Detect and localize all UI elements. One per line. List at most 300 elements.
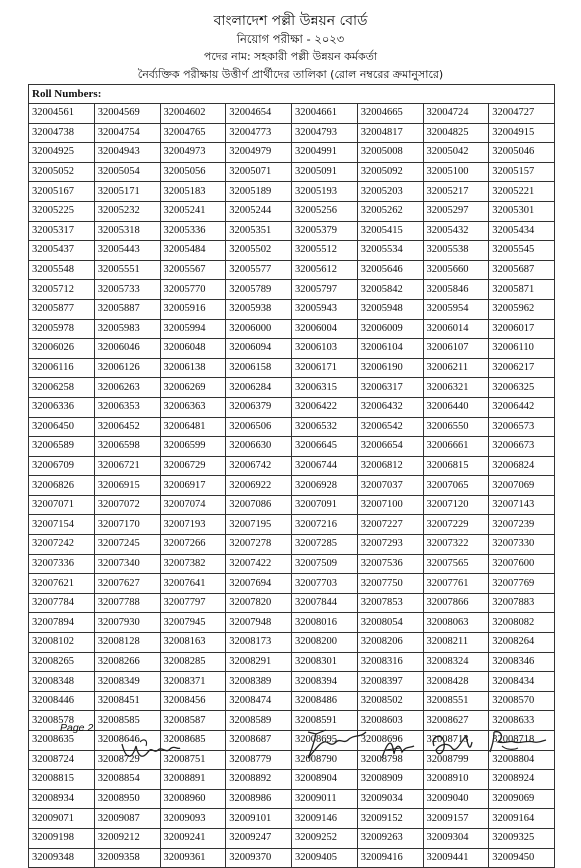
roll-number-cell: 32009093: [160, 809, 226, 829]
roll-number-cell: 32004724: [423, 104, 489, 124]
roll-number-cell: 32006353: [94, 397, 160, 417]
document-header: [0, 12, 581, 84]
roll-number-cell: 32005301: [489, 201, 555, 221]
roll-number-cell: 32005916: [160, 299, 226, 319]
roll-number-cell: 32008570: [489, 691, 555, 711]
roll-number-cell: 32006094: [226, 339, 292, 359]
roll-number-cell: 32005432: [423, 221, 489, 241]
roll-number-cell: 32006269: [160, 378, 226, 398]
roll-number-cell: 32007340: [94, 554, 160, 574]
roll-number-cell: 32005548: [29, 260, 95, 280]
roll-number-cell: 32005978: [29, 319, 95, 339]
roll-number-cell: 32005008: [357, 143, 423, 163]
roll-number-cell: 32007242: [29, 535, 95, 555]
roll-number-cell: 32007509: [292, 554, 358, 574]
roll-number-cell: 32005994: [160, 319, 226, 339]
roll-number-cell: 32005415: [357, 221, 423, 241]
roll-number-cell: 32004943: [94, 143, 160, 163]
roll-number-cell: 32007100: [357, 495, 423, 515]
roll-number-cell: 32008960: [160, 789, 226, 809]
roll-number-cell: 32007641: [160, 574, 226, 594]
roll-number-cell: 32007072: [94, 495, 160, 515]
roll-number-cell: 32009252: [292, 828, 358, 848]
roll-number-cell: 32009304: [423, 828, 489, 848]
table-row: [29, 397, 555, 417]
roll-number-cell: 32009450: [489, 848, 555, 868]
table-row: [29, 456, 555, 476]
roll-number-cell: 32005056: [160, 162, 226, 182]
roll-number-cell: 32009416: [357, 848, 423, 868]
roll-number-cell: 32007761: [423, 574, 489, 594]
roll-number-cell: 32008200: [292, 633, 358, 653]
roll-number-cell: 32008713: [423, 731, 489, 751]
roll-number-cell: 32005091: [292, 162, 358, 182]
roll-number-cell: 32004991: [292, 143, 358, 163]
roll-number-cell: 32005712: [29, 280, 95, 300]
roll-number-cell: 32005877: [29, 299, 95, 319]
roll-number-cell: 32008646: [94, 731, 160, 751]
roll-number-cell: 32005612: [292, 260, 358, 280]
roll-numbers-heading: Roll Numbers:: [29, 85, 555, 104]
roll-number-cell: 32004817: [357, 123, 423, 143]
roll-number-cell: 32005534: [357, 241, 423, 261]
roll-number-cell: 32006432: [357, 397, 423, 417]
roll-number-cell: 32005221: [489, 182, 555, 202]
table-row: [29, 515, 555, 535]
roll-number-cell: 32008685: [160, 731, 226, 751]
roll-number-cell: 32006104: [357, 339, 423, 359]
roll-number-cell: 32006363: [160, 397, 226, 417]
roll-number-cell: 32005042: [423, 143, 489, 163]
roll-number-cell: 32008591: [292, 711, 358, 731]
roll-number-cell: 32007285: [292, 535, 358, 555]
roll-number-cell: 32007120: [423, 495, 489, 515]
roll-number-cell: 32006110: [489, 339, 555, 359]
roll-number-cell: 32004727: [489, 104, 555, 124]
table-row: [29, 809, 555, 829]
roll-number-cell: 32007930: [94, 613, 160, 633]
roll-number-cell: 32008633: [489, 711, 555, 731]
roll-number-cell: 32009011: [292, 789, 358, 809]
roll-number-cell: 32007245: [94, 535, 160, 555]
table-row: [29, 201, 555, 221]
roll-number-cell: 32006506: [226, 417, 292, 437]
roll-number-cell: 32007769: [489, 574, 555, 594]
roll-number-cell: 32006211: [423, 358, 489, 378]
roll-number-cell: 32006158: [226, 358, 292, 378]
table-row: [29, 299, 555, 319]
roll-number-cell: 32008799: [423, 750, 489, 770]
roll-number-cell: 32006263: [94, 378, 160, 398]
roll-number-cell: 32005232: [94, 201, 160, 221]
roll-number-cell: 32006630: [226, 437, 292, 457]
roll-number-cell: 32007703: [292, 574, 358, 594]
roll-number-cell: 32009164: [489, 809, 555, 829]
table-row: [29, 495, 555, 515]
roll-number-cell: 32005948: [357, 299, 423, 319]
roll-number-cell: 32007086: [226, 495, 292, 515]
roll-number-cell: 32007065: [423, 476, 489, 496]
roll-number-cell: 32005577: [226, 260, 292, 280]
roll-number-cell: 32005244: [226, 201, 292, 221]
roll-number-cell: 32006744: [292, 456, 358, 476]
roll-number-cell: 32004825: [423, 123, 489, 143]
roll-number-cell: 32008950: [94, 789, 160, 809]
roll-number-cell: 32006026: [29, 339, 95, 359]
roll-number-cell: 32008695: [292, 731, 358, 751]
roll-number-cell: 32008892: [226, 770, 292, 790]
roll-number-cell: 32005789: [226, 280, 292, 300]
roll-number-cell: 32006450: [29, 417, 95, 437]
roll-number-cell: 32006721: [94, 456, 160, 476]
roll-number-cell: 32008910: [423, 770, 489, 790]
roll-number-cell: 32005183: [160, 182, 226, 202]
roll-number-cell: 32006442: [489, 397, 555, 417]
roll-number-cell: 32008206: [357, 633, 423, 653]
table-row: [29, 104, 555, 124]
roll-number-cell: 32006116: [29, 358, 95, 378]
roll-number-cell: 32004561: [29, 104, 95, 124]
roll-number-cell: 32007694: [226, 574, 292, 594]
roll-number-cell: 32008211: [423, 633, 489, 653]
roll-number-cell: 32005687: [489, 260, 555, 280]
roll-number-cell: 32004765: [160, 123, 226, 143]
roll-number-cell: 32007336: [29, 554, 95, 574]
roll-number-cell: 32007844: [292, 593, 358, 613]
table-row: [29, 417, 555, 437]
table-row: [29, 339, 555, 359]
roll-number-cell: 32009405: [292, 848, 358, 868]
roll-number-cell: 32008986: [226, 789, 292, 809]
table-row: [29, 378, 555, 398]
roll-number-cell: 32008082: [489, 613, 555, 633]
roll-number-cell: 32007322: [423, 535, 489, 555]
roll-number-cell: 32008291: [226, 652, 292, 672]
roll-number-cell: 32008587: [160, 711, 226, 731]
roll-number-cell: 32009263: [357, 828, 423, 848]
page-number: Page 2: [60, 722, 94, 734]
table-row: [29, 789, 555, 809]
roll-number-cell: 32007091: [292, 495, 358, 515]
roll-number-cell: 32006709: [29, 456, 95, 476]
roll-number-cell: 32007069: [489, 476, 555, 496]
roll-number-cell: 32005157: [489, 162, 555, 182]
roll-number-cell: 32006190: [357, 358, 423, 378]
table-row: [29, 691, 555, 711]
roll-number-cell: 32007853: [357, 593, 423, 613]
roll-number-cell: 32005538: [423, 241, 489, 261]
roll-number-cell: 32006729: [160, 456, 226, 476]
roll-number-cell: 32005770: [160, 280, 226, 300]
roll-number-cell: 32006532: [292, 417, 358, 437]
roll-number-cell: 32005943: [292, 299, 358, 319]
roll-number-cell: 32009034: [357, 789, 423, 809]
table-row: [29, 652, 555, 672]
roll-number-cell: 32006654: [357, 437, 423, 457]
signature-3: [378, 734, 418, 762]
roll-number-cell: 32005512: [292, 241, 358, 261]
roll-number-cell: 32008128: [94, 633, 160, 653]
roll-number-cell: 32007866: [423, 593, 489, 613]
roll-number-cell: 32005054: [94, 162, 160, 182]
roll-number-cell: 32006645: [292, 437, 358, 457]
roll-number-cell: 32005502: [226, 241, 292, 261]
table-row: [29, 593, 555, 613]
roll-number-cell: 32008451: [94, 691, 160, 711]
roll-number-cell: 32004665: [357, 104, 423, 124]
roll-number-cell: 32009247: [226, 828, 292, 848]
roll-number-cell: 32008729: [94, 750, 160, 770]
roll-number-cell: 32005046: [489, 143, 555, 163]
roll-number-cell: 32005262: [357, 201, 423, 221]
roll-number-cell: 32008346: [489, 652, 555, 672]
roll-number-cell: 32004925: [29, 143, 95, 163]
roll-number-cell: 32007154: [29, 515, 95, 535]
roll-number-cell: 32005954: [423, 299, 489, 319]
table-row: [29, 437, 555, 457]
roll-number-cell: 32006452: [94, 417, 160, 437]
roll-number-cell: 32005351: [226, 221, 292, 241]
roll-number-cell: 32005887: [94, 299, 160, 319]
roll-number-cell: 32004661: [292, 104, 358, 124]
roll-number-cell: 32008264: [489, 633, 555, 653]
roll-number-cell: 32004738: [29, 123, 95, 143]
roll-number-cell: 32008371: [160, 672, 226, 692]
roll-number-cell: 32009441: [423, 848, 489, 868]
roll-number-cell: 32007536: [357, 554, 423, 574]
roll-number-cell: 32007784: [29, 593, 95, 613]
roll-number-cell: 32005189: [226, 182, 292, 202]
roll-number-cell: 32008016: [292, 613, 358, 633]
roll-number-cell: 32006673: [489, 437, 555, 457]
roll-number-cell: 32008603: [357, 711, 423, 731]
roll-number-cell: 32006138: [160, 358, 226, 378]
table-row: [29, 319, 555, 339]
list-subtitle: নৈর্ব্যক্তিক পরীক্ষায় উত্তীর্ণ প্রার্থীদের তালিকা (রোল নম্বরের ক্রমানুসারে): [137, 68, 444, 81]
roll-number-cell: 32008635: [29, 731, 95, 751]
roll-number-cell: 32006048: [160, 339, 226, 359]
table-row: [29, 143, 555, 163]
roll-number-cell: 32008349: [94, 672, 160, 692]
roll-number-cell: 32008854: [94, 770, 160, 790]
roll-number-cell: 32005092: [357, 162, 423, 182]
roll-number-cell: 32008924: [489, 770, 555, 790]
roll-number-cell: 32005434: [489, 221, 555, 241]
roll-number-cell: 32005567: [160, 260, 226, 280]
roll-number-cell: 32005733: [94, 280, 160, 300]
roll-number-cell: 32006317: [357, 378, 423, 398]
roll-number-cell: 32008389: [226, 672, 292, 692]
table-row: [29, 123, 555, 143]
roll-number-cell: 32009370: [226, 848, 292, 868]
roll-number-cell: 32006826: [29, 476, 95, 496]
roll-number-cell: 32008909: [357, 770, 423, 790]
roll-number-cell: 32009361: [160, 848, 226, 868]
roll-number-cell: 32007627: [94, 574, 160, 594]
roll-number-cell: 32007750: [357, 574, 423, 594]
roll-number-cell: 32006000: [226, 319, 292, 339]
roll-number-cell: 32008163: [160, 633, 226, 653]
roll-number-cell: 32008474: [226, 691, 292, 711]
roll-number-cell: 32006542: [357, 417, 423, 437]
roll-number-cell: 32006824: [489, 456, 555, 476]
roll-number-cell: 32008718: [489, 731, 555, 751]
roll-number-cell: 32008397: [357, 672, 423, 692]
table-row: [29, 848, 555, 868]
roll-number-cell: 32008266: [94, 652, 160, 672]
table-row: [29, 828, 555, 848]
roll-number-cell: 32005336: [160, 221, 226, 241]
roll-number-cell: 32009212: [94, 828, 160, 848]
roll-number-cell: 32008301: [292, 652, 358, 672]
roll-number-cell: 32006004: [292, 319, 358, 339]
table-row: [29, 574, 555, 594]
roll-number-cell: 32005846: [423, 280, 489, 300]
roll-number-cell: 32004569: [94, 104, 160, 124]
roll-number-cell: 32006481: [160, 417, 226, 437]
roll-number-cell: 32006014: [423, 319, 489, 339]
table-row: [29, 770, 555, 790]
roll-number-cell: 32007037: [357, 476, 423, 496]
roll-number-cell: 32007227: [357, 515, 423, 535]
table-row: [29, 182, 555, 202]
roll-number-cell: 32005938: [226, 299, 292, 319]
roll-number-cell: 32009040: [423, 789, 489, 809]
table-row: [29, 280, 555, 300]
roll-number-cell: 32009325: [489, 828, 555, 848]
roll-number-cell: 32008486: [292, 691, 358, 711]
roll-number-cell: 32005256: [292, 201, 358, 221]
roll-number-cell: 32007143: [489, 495, 555, 515]
roll-number-cell: 32005962: [489, 299, 555, 319]
roll-number-cell: 32008173: [226, 633, 292, 653]
roll-number-cell: 32007195: [226, 515, 292, 535]
roll-number-cell: 32004979: [226, 143, 292, 163]
roll-number-cell: 32007788: [94, 593, 160, 613]
roll-number-cell: 32008585: [94, 711, 160, 731]
roll-number-cell: 32007565: [423, 554, 489, 574]
roll-number-cell: 32005100: [423, 162, 489, 182]
table-row: [29, 613, 555, 633]
roll-number-cell: 32006917: [160, 476, 226, 496]
roll-number-cell: 32005193: [292, 182, 358, 202]
roll-number-cell: 32007820: [226, 593, 292, 613]
roll-number-cell: 32008456: [160, 691, 226, 711]
roll-number-cell: 32007422: [226, 554, 292, 574]
table-row: [29, 260, 555, 280]
roll-number-cell: 32007945: [160, 613, 226, 633]
roll-number-cell: 32009101: [226, 809, 292, 829]
roll-number-cell: 32006336: [29, 397, 95, 417]
roll-number-cell: 32006928: [292, 476, 358, 496]
roll-number-cell: 32005071: [226, 162, 292, 182]
roll-number-cell: 32006379: [226, 397, 292, 417]
roll-number-cell: 32006440: [423, 397, 489, 417]
roll-number-cell: 32006258: [29, 378, 95, 398]
roll-number-cell: 32008502: [357, 691, 423, 711]
roll-number-cell: 32007216: [292, 515, 358, 535]
roll-number-cell: 32009157: [423, 809, 489, 829]
roll-number-cell: 32005437: [29, 241, 95, 261]
organization-name: বাংলাদেশ পল্লী উন্নয়ন বোর্ড: [213, 13, 368, 29]
roll-number-cell: 32008265: [29, 652, 95, 672]
roll-number-cell: 32005443: [94, 241, 160, 261]
roll-number-cell: 32007071: [29, 495, 95, 515]
roll-number-cell: 32008102: [29, 633, 95, 653]
roll-number-cell: 32006922: [226, 476, 292, 496]
roll-number-cell: 32008348: [29, 672, 95, 692]
roll-number-cell: 32004654: [226, 104, 292, 124]
table-row: [29, 221, 555, 241]
table-row: [29, 241, 555, 261]
roll-number-cell: 32005545: [489, 241, 555, 261]
roll-number-cell: 32008285: [160, 652, 226, 672]
roll-number-cell: 32008063: [423, 613, 489, 633]
signature-5: [484, 726, 548, 756]
roll-number-cell: 32008627: [423, 711, 489, 731]
roll-number-cell: 32005842: [357, 280, 423, 300]
roll-number-cell: 32004793: [292, 123, 358, 143]
roll-number-cell: 32008551: [423, 691, 489, 711]
roll-number-cell: 32009146: [292, 809, 358, 829]
roll-number-cell: 32006589: [29, 437, 95, 457]
table-row: [29, 633, 555, 653]
roll-number-cell: 32008589: [226, 711, 292, 731]
roll-number-cell: 32005317: [29, 221, 95, 241]
table-row: [29, 535, 555, 555]
roll-number-cell: 32005241: [160, 201, 226, 221]
table-row: [29, 476, 555, 496]
roll-number-cell: 32005484: [160, 241, 226, 261]
roll-number-cell: 32005983: [94, 319, 160, 339]
roll-number-cell: 32007797: [160, 593, 226, 613]
roll-number-cell: 32005797: [292, 280, 358, 300]
roll-number-cell: 32006325: [489, 378, 555, 398]
roll-number-cell: 32006321: [423, 378, 489, 398]
roll-number-cell: 32005171: [94, 182, 160, 202]
roll-number-cell: 32005660: [423, 260, 489, 280]
roll-number-cell: 32007278: [226, 535, 292, 555]
roll-number-cell: 32009358: [94, 848, 160, 868]
roll-number-cell: 32006915: [94, 476, 160, 496]
roll-number-cell: 32005203: [357, 182, 423, 202]
roll-number-cell: 32007239: [489, 515, 555, 535]
roll-number-cell: 32008790: [292, 750, 358, 770]
roll-number-cell: 32006599: [160, 437, 226, 457]
roll-number-cell: 32006550: [423, 417, 489, 437]
roll-number-cell: 32008428: [423, 672, 489, 692]
roll-number-cell: 32008054: [357, 613, 423, 633]
roll-number-cell: 32005217: [423, 182, 489, 202]
roll-number-cell: 32004773: [226, 123, 292, 143]
table-row: [29, 162, 555, 182]
roll-number-cell: 32006103: [292, 339, 358, 359]
roll-number-cell: 32006742: [226, 456, 292, 476]
roll-number-cell: 32006598: [94, 437, 160, 457]
roll-number-cell: 32005297: [423, 201, 489, 221]
roll-number-cell: 32004754: [94, 123, 160, 143]
roll-number-cell: 32008751: [160, 750, 226, 770]
roll-number-cell: 32008779: [226, 750, 292, 770]
roll-number-cell: 32007293: [357, 535, 423, 555]
roll-number-cell: 32006284: [226, 378, 292, 398]
roll-number-cell: 32009087: [94, 809, 160, 829]
signature-1: [118, 730, 184, 764]
roll-number-cell: 32008891: [160, 770, 226, 790]
roll-number-cell: 32004602: [160, 104, 226, 124]
roll-number-cell: 32007621: [29, 574, 95, 594]
roll-number-cell: 32007193: [160, 515, 226, 535]
